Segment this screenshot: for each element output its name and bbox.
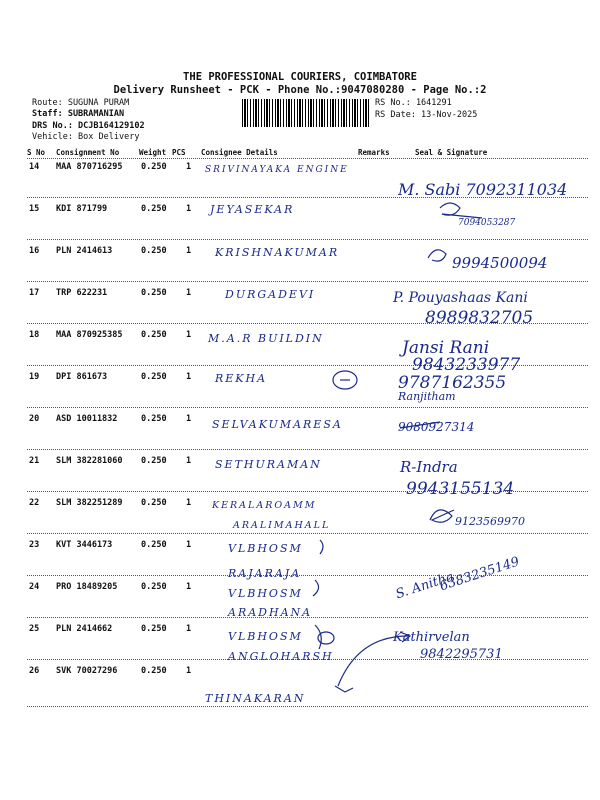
row-sno: 14: [29, 162, 40, 172]
company-title: THE PROFESSIONAL COURIERS, COIMBATORE: [183, 71, 417, 83]
handwritten-phone: 9842295731: [420, 647, 503, 662]
row-consignment: SLM 382281060: [56, 456, 123, 466]
row-weight: 0.250: [141, 624, 167, 634]
row-consignment: SLM 382251289: [56, 498, 123, 508]
signature-scribble: [335, 686, 353, 692]
row-sno: 21: [29, 456, 40, 466]
row-weight: 0.250: [141, 456, 167, 466]
row-pcs: 1: [186, 582, 192, 592]
row-sno: 22: [29, 498, 40, 508]
handwritten-consignee: SELVAKUMARESA: [212, 418, 343, 431]
handwritten-signature: M. Sabi 7092311034: [398, 180, 568, 199]
handwritten-consignee: VLBHOSM: [228, 587, 303, 600]
handwritten-phone: 9080927314: [398, 420, 475, 434]
signature-scribble: [440, 203, 482, 218]
row-weight: 0.250: [141, 246, 167, 256]
row-pcs: 1: [186, 204, 192, 214]
handwritten-phone: 7094053287: [458, 218, 516, 228]
row-consignment: KVT 3446173: [56, 540, 113, 550]
arrow-head: [400, 632, 410, 642]
row-pcs: 1: [186, 288, 192, 298]
row-pcs: 1: [186, 246, 192, 256]
handwritten-consignee: M.A.R BUILDIN: [208, 332, 324, 345]
rs-date: RS Date: 13-Nov-2025: [375, 110, 478, 120]
col-consignee: Consignee Details: [201, 148, 278, 157]
signature-scribble: [428, 250, 446, 261]
handwritten-phone: 9123569970: [455, 515, 525, 528]
route-label: Route: SUGUNA PURAM: [32, 98, 130, 108]
row-sno: 23: [29, 540, 40, 550]
row-sno: 20: [29, 414, 40, 424]
col-consignment: Consignment No: [56, 148, 120, 157]
col-remarks: Remarks: [358, 148, 390, 157]
row-sno: 17: [29, 288, 40, 298]
handwritten-consignee: REKHA: [215, 372, 268, 385]
handwritten-phone: 6383235149: [438, 554, 522, 595]
row-consignment: SVK 70027296: [56, 666, 118, 676]
signature-scribble: [430, 510, 454, 522]
row-sno: 19: [29, 372, 40, 382]
row-sno: 25: [29, 624, 40, 634]
row-weight: 0.250: [141, 540, 167, 550]
handwritten-consignee: ARADHANA: [228, 606, 313, 619]
row-weight: 0.250: [141, 498, 167, 508]
row-weight: 0.250: [141, 288, 167, 298]
runsheet-subtitle: Delivery Runsheet - PCK - Phone No.:9047080280 - Page No.:2: [113, 84, 487, 96]
row-weight: 0.250: [141, 582, 167, 592]
col-sno: S No: [27, 148, 46, 157]
handwritten-consignee: KRISHNAKUMAR: [215, 246, 340, 259]
handwritten-signature: S. Anitha: [394, 569, 456, 603]
vehicle-label: Vehicle: Box Delivery: [32, 132, 140, 142]
handwritten-signature: Ranjitham: [398, 390, 456, 403]
row-consignment: MAA 870716295: [56, 162, 123, 172]
col-signature: Seal & Signature: [415, 148, 488, 157]
strike-mark: [400, 422, 440, 428]
row-consignment: PLN 2414613: [56, 246, 113, 256]
handwritten-consignee: ANGLOHARSH: [228, 650, 334, 663]
col-weight: Weight: [139, 148, 167, 157]
bracket-mark: [313, 580, 319, 596]
row-sno: 26: [29, 666, 40, 676]
row-pcs: 1: [186, 540, 192, 550]
handwritten-consignee: DURGADEVI: [225, 288, 316, 301]
circled-mark: [318, 632, 334, 644]
handwritten-signature: R-Indra: [400, 458, 458, 476]
row-consignment: KDI 871799: [56, 204, 108, 214]
handwritten-phone: 9787162355: [398, 373, 507, 393]
row-pcs: 1: [186, 162, 192, 172]
handwritten-consignee: ARALIMAHALL: [233, 520, 331, 531]
handwritten-signature: Kathirvelan: [393, 630, 470, 645]
arrow-line: [338, 636, 408, 686]
handwritten-phone: 8989832705: [425, 308, 534, 328]
row-weight: 0.250: [141, 330, 167, 340]
row-pcs: 1: [186, 372, 192, 382]
row-sno: 18: [29, 330, 40, 340]
handwritten-consignee: SRIVINAYAKA ENGINE: [205, 165, 349, 175]
col-pcs: PCS: [172, 148, 186, 157]
row-weight: 0.250: [141, 162, 167, 172]
row-weight: 0.250: [141, 372, 167, 382]
row-consignment: DPI 861673: [56, 372, 108, 382]
handwritten-consignee: SETHURAMAN: [215, 458, 322, 471]
row-consignment: PLN 2414662: [56, 624, 113, 634]
row-pcs: 1: [186, 330, 192, 340]
row-sno: 24: [29, 582, 40, 592]
handwritten-consignee: JEYASEKAR: [210, 203, 295, 216]
staff-label: Staff: SUBRAMANIAN: [32, 109, 125, 119]
row-weight: 0.250: [141, 414, 167, 424]
row-consignment: PRO 18489205: [56, 582, 118, 592]
row-sno: 15: [29, 204, 40, 214]
bracket-mark: [320, 540, 323, 554]
handwritten-consignee: RAJARAJA: [228, 567, 302, 580]
row-sno: 16: [29, 246, 40, 256]
handwritten-phone: 9843233977: [412, 355, 521, 375]
handwritten-signature: Jansi Rani: [402, 338, 490, 358]
row-consignment: ASD 10011832: [56, 414, 118, 424]
row-pcs: 1: [186, 414, 192, 424]
handwritten-consignee: KERALAROAMM: [212, 500, 317, 511]
row-consignment: MAA 870925385: [56, 330, 123, 340]
handwritten-consignee: VLBHOSM: [228, 630, 303, 643]
handwritten-phone: 9943155134: [406, 479, 515, 499]
drs-label: DRS No.: DCJB164129102: [32, 121, 145, 131]
row-pcs: 1: [186, 666, 192, 676]
handwritten-signature: P. Pouyashaas Kani: [393, 290, 528, 306]
row-pcs: 1: [186, 456, 192, 466]
handwritten-phone: 9994500094: [452, 254, 548, 272]
row-pcs: 1: [186, 624, 192, 634]
row-weight: 0.250: [141, 666, 167, 676]
handwritten-consignee: VLBHOSM: [228, 542, 303, 555]
row-consignment: TRP 622231: [56, 288, 108, 298]
row-pcs: 1: [186, 498, 192, 508]
rs-number: RS No.: 1641291: [375, 98, 452, 108]
handwritten-consignee: THINAKARAN: [205, 692, 306, 705]
row-weight: 0.250: [141, 204, 167, 214]
